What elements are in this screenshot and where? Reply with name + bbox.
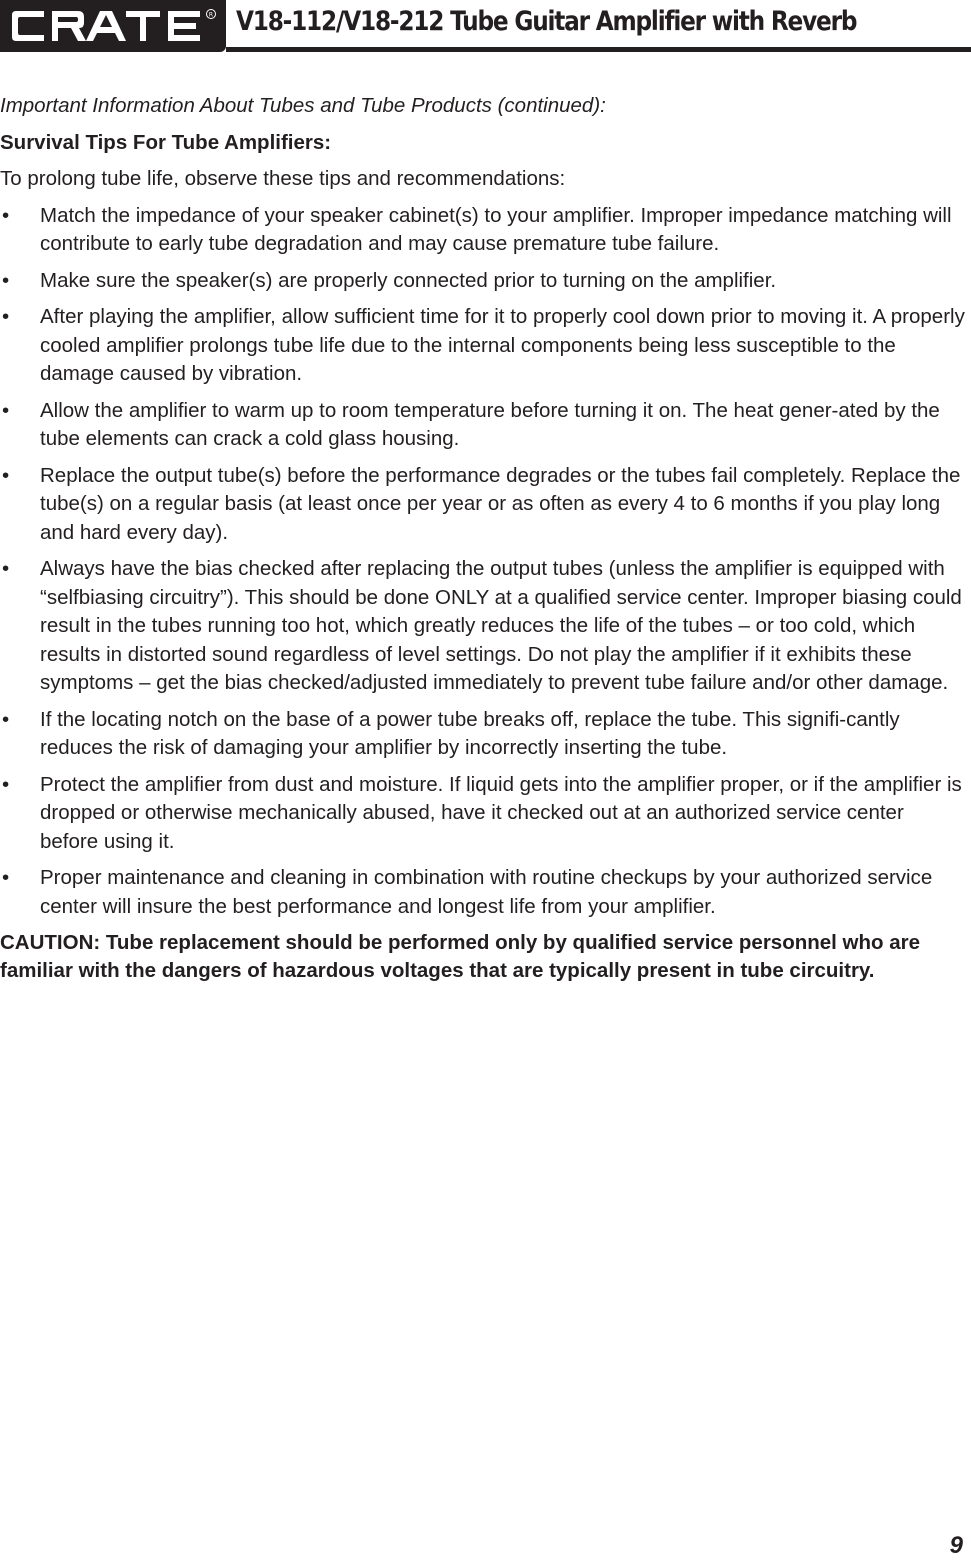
bullet-icon: • <box>2 203 10 227</box>
caution-notice: CAUTION: Tube replacement should be performed only by qualified service personnel who are familiar with the dangers of hazardous voltages that are typically present in tube circuitry. <box>0 931 921 982</box>
list-item <box>0 267 966 296</box>
bullet-icon: • <box>2 772 10 796</box>
list-item <box>0 397 966 454</box>
svg-text:R: R <box>208 11 214 19</box>
page-header <box>0 0 971 56</box>
section-subtitle: Important Information About Tubes and Tube Products (continued): <box>0 94 606 117</box>
tip-text: After playing the amplifier, allow sufficient time for it to properly cool down prior to moving it. A properly cooled amplifier prolongs tube life due to the internal components being less susceptible to the damage caused by vibration. <box>40 305 965 385</box>
bullet-icon: • <box>2 557 10 580</box>
crate-logo <box>0 0 226 52</box>
document-title: V18-112/V18-212 Tube Guitar Amplifier with Reverb <box>236 6 857 37</box>
page-content <box>0 92 966 985</box>
list-item <box>0 771 966 857</box>
header-rule <box>226 47 971 52</box>
list-item <box>0 864 966 921</box>
tips-list <box>0 202 966 922</box>
list-item <box>0 303 966 389</box>
tip-text: Allow the amplifier to warm up to room temperature before turning it on. The heat gener-ated by the tube elements can crack a cold glass housing. <box>40 398 940 450</box>
tip-text: Match the impedance of your speaker cabinet(s) to your amplifier. Improper impedance matching will contribute to early tube degradation and may cause premature tube failure. <box>40 203 952 255</box>
list-item <box>0 555 966 698</box>
tip-text: Make sure the speaker(s) are properly connected prior to turning on the amplifier. <box>40 268 777 292</box>
list-item <box>0 202 966 259</box>
tip-text: Always have the bias checked after replacing the output tubes (unless the amplifier is equipped with “selfbiasing circuitry”). This should be done ONLY at a qualified service center. Improper biasing could result in the tubes running too hot, which greatly reduces the life of the tubes – or too cold, which results in distorted sound regardless of level settings. Do not play the amplifier if it exhibits these symptoms – get the bias checked/adjusted immediately to prevent tube failure and/or other damage. <box>40 557 962 694</box>
bullet-icon: • <box>2 268 10 292</box>
bullet-icon: • <box>2 463 10 487</box>
list-item <box>0 706 966 763</box>
tip-text: Proper maintenance and cleaning in combination with routine checkups by your authorized service center will insure the best performance and longest life from your amplifier. <box>40 866 933 918</box>
list-item <box>0 462 966 548</box>
section-heading: Survival Tips For Tube Amplifiers: <box>0 130 332 154</box>
page-number: 9 <box>949 1532 963 1559</box>
bullet-icon: • <box>2 305 10 328</box>
bullet-icon: • <box>2 398 10 422</box>
bullet-icon: • <box>2 707 10 731</box>
tip-text: If the locating notch on the base of a power tube breaks off, replace the tube. This signifi-cantly reduces the risk of damaging your amplifier by incorrectly inserting the tube. <box>40 707 900 759</box>
bullet-icon: • <box>2 866 10 889</box>
tip-text: Replace the output tube(s) before the performance degrades or the tubes fail completely. Replace the tube(s) on a regular basis (at least once per year or as often as every 4 to 6 months if you play long and hard every day). <box>40 463 961 544</box>
intro-text: To prolong tube life, observe these tips and recommendations: <box>0 167 566 190</box>
crate-logo-wordmark <box>8 7 220 45</box>
tip-text: Protect the amplifier from dust and moisture. If liquid gets into the amplifier proper, or if the amplifier is dropped or otherwise mechanically abused, have it checked out at an authorized service center before using it. <box>40 772 962 853</box>
